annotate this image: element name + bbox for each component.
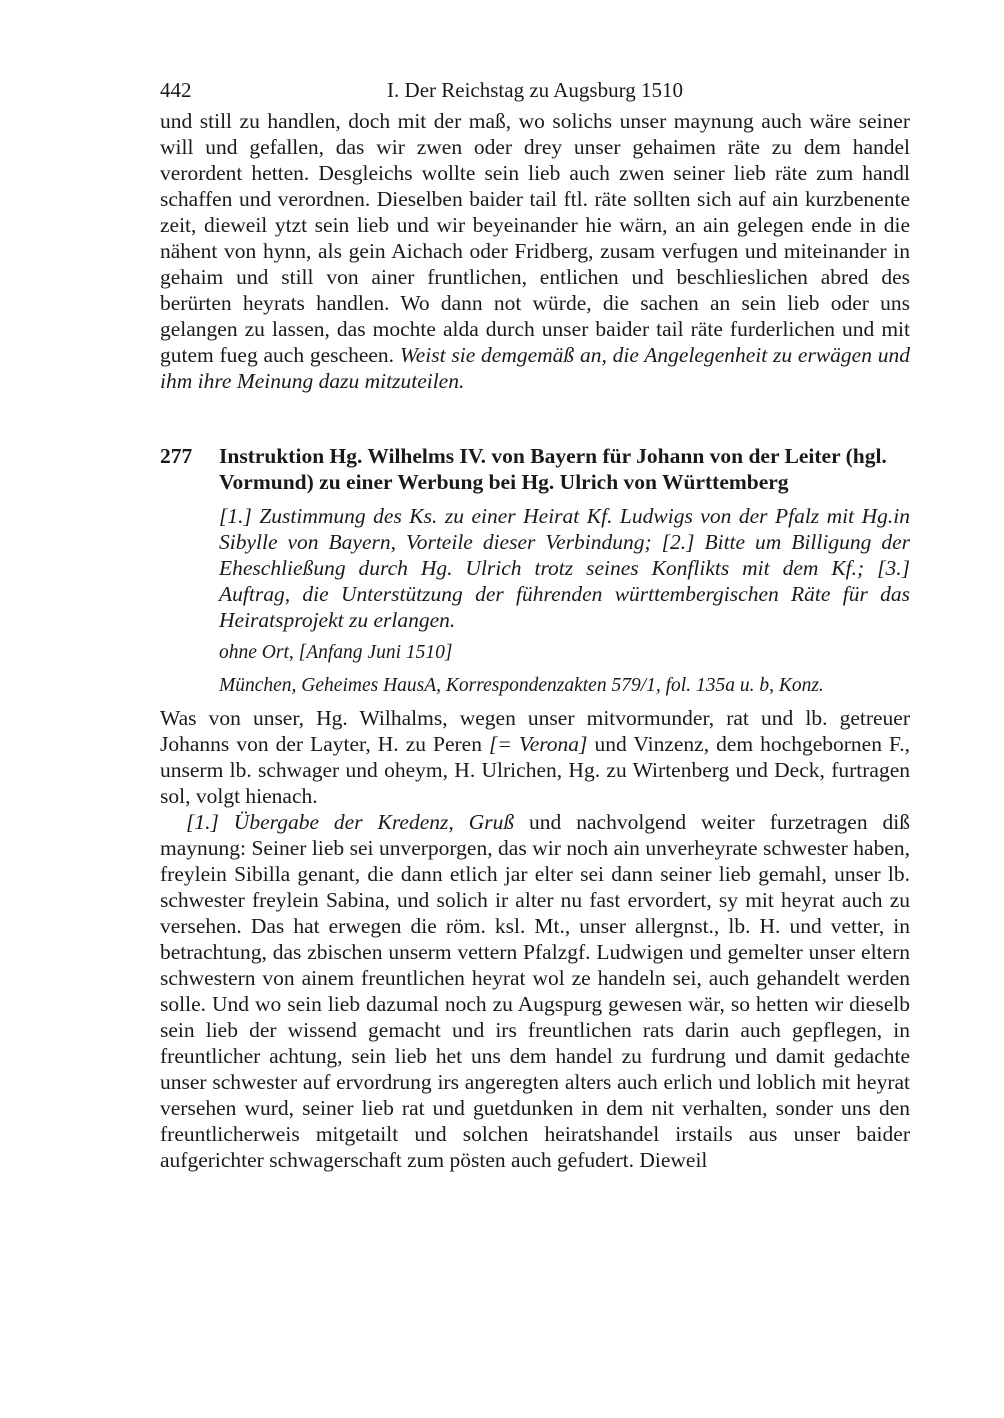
document-summary: [1.] Zustimmung des Ks. zu einer Heirat Kf. Ludwigs von der Pfalz mit Hg.in Sibylle von Bayern, Vorteile dieser Verbindung; [2.] Bitte um Billigung der Eheschließung durch Hg. Ulrich trotz seines Konflikts mit dem Kf.; [3.] Auftrag, die Unterstützung der führenden württembergischen Räte für das Heiratsprojekt zu erlangen. <box>219 504 910 632</box>
continuation-text: und still zu handlen, doch mit der maß, wo solichs unser maynung auch wäre seiner will und gefallen, das wir zwen oder drey unser gehaimen räte zu dem handel verordent hetten. Desgleichs wollte sein lieb auch zwen seiner lieb räte zum handl schaffen und verordnen. Dieselben baider tail ftl. räte sollten sich auf ain kurzbenente zeit, dieweil ytzt sein lieb und wir beyeinander hie wärn, an ain gelegen ende in die nähent von hynn, als gein Aichach oder Fridberg, zusam verfugen und miteinander in gehaim und still von ainer fruntlichen, entlichen und beschlieslichen abred des berürten heyrats handlen. Wo dann not würde, die sachen an sein lieb oder uns gelangen zu lassen, das mochte alda durch unser baider tail räte furderlichen und mit gutem fueg auch gescheen. <box>160 109 910 367</box>
document-number: 277 <box>160 444 193 468</box>
place-date: ohne Ort, [Anfang Juni 1510] <box>219 642 453 663</box>
intro-text-after: und Vinzenz, dem hochgebornen F., unserm lb. schwager und oheym, H. Ulrichen, Hg. zu Wirtenberg und Deck, furtragen sol, volgt hienach. <box>160 732 910 808</box>
document-title: Instruktion Hg. Wilhelms IV. von Bayern für Johann von der Leiter (hgl. Vormund) zu einer Werbung bei Hg. Ulrich von Württemberg <box>219 444 887 494</box>
intro-text-before: Was von unser, Hg. Wilhalms, wegen unser mitvormunder, rat und lb. getreuer Johanns von der Layter, H. zu Peren <box>160 706 910 756</box>
editorial-note: Weist sie demgemäß an, die Angelegenheit zu erwägen und ihm ihre Meinung dazu mitzuteilen. <box>160 343 910 393</box>
section-1-text: und nachvolgend weiter furzetragen diß maynung: Seiner lieb sei unverporgen, das wir noch ain unverheyrate schwester haben, freylein Sibilla genant, die dann etlich jar elter sei dann seiner lieb gemahl, unser lb. schwester freylein Sabina, und solich ir alter nu fast ervordert, sy mit heyrat auch zu versehen. Das hat erwegen die röm. ksl. Mt., unser allergnst., lb. H. und vetter, in betrachtung, das zbischen unserm vettern Pfalzgf. Ludwigen und gemelter unser eltern schwestern von ainem freuntlichen heyrat wol ze handeln sei, auch gehandelt werden solle. Und wo sein lieb dazumal noch zu Augspurg gewesen wär, so hetten wir dieselb sein lieb der wissend gemacht und irs freuntlichen rats darin auch gepflegen, in freuntlicher achtung, sein lieb het uns dem handel zu furdrung und damit gedachte unser schwester auf ervordrung irs angeregten alters auch erlich und loblich mit heyrat versehen wurd, seiner lieb rat und guetdunken in dem nit verhalten, sonder uns den freuntlicherweis mitgetailt und solchen heiratshandel irstails aus unser baider aufgerichter schwagerschaft zum pösten auch gefudert. Dieweil <box>160 810 910 1172</box>
section-1-paragraph <box>160 809 910 1173</box>
section-1-heading: [1.] Übergabe der Kredenz, Gruß <box>186 810 515 834</box>
running-head <box>160 78 910 108</box>
page-number: 442 <box>160 78 192 102</box>
source-reference: München, Geheimes HausA, Korrespondenzakten 579/1, fol. 135a u. b, Konz. <box>219 675 824 696</box>
intro-bracket-note: [= Verona] <box>489 732 588 756</box>
intro-paragraph <box>160 705 910 809</box>
continuation-paragraph <box>160 108 910 394</box>
document-header <box>160 443 910 495</box>
running-title: I. Der Reichstag zu Augsburg 1510 <box>387 78 683 102</box>
page <box>160 78 910 1173</box>
